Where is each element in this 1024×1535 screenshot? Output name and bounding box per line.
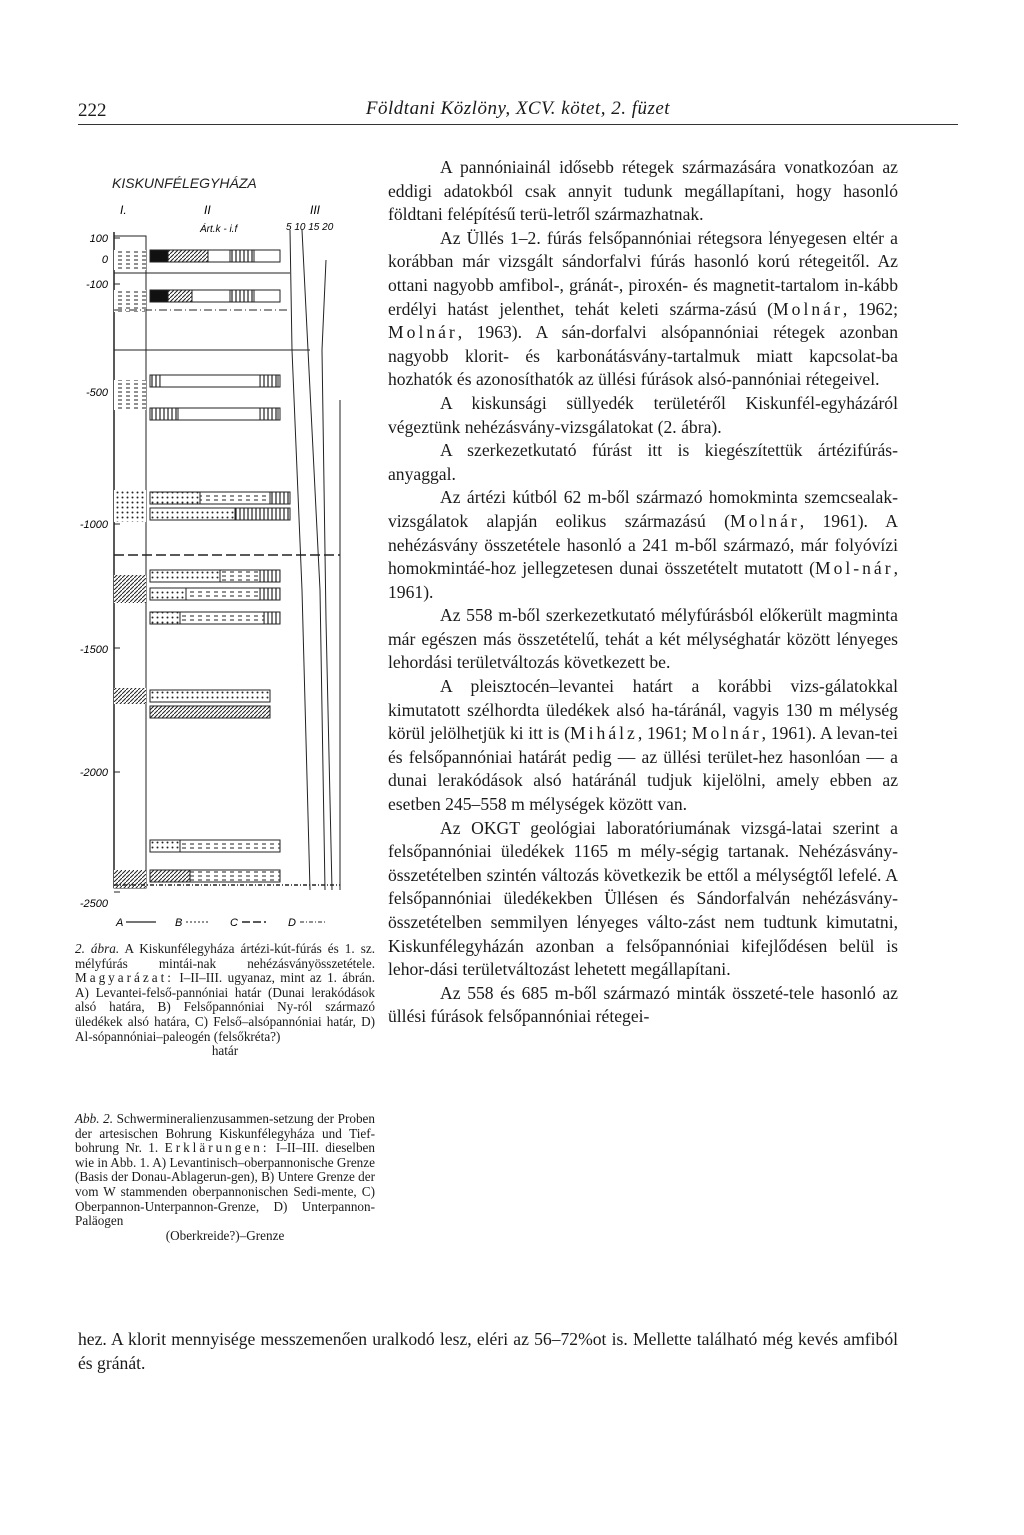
figure-caption-hungarian: [75, 942, 375, 1059]
lithology-column-1: [114, 250, 146, 888]
paragraph: A pannóniainál idősebb rétegek származására vonatkozóan az eddigi adatokból csak annyit tudunk megállapítani, hogy hasonló földtani felépítésű terü-letről származhatnak.: [388, 157, 898, 225]
caption-explanation: I–II–III. dieselben wie in Abb. 1. A) Levantinisch–oberpannonische Grenze (Basis der Donau-Ablagerun-gen), B) Untere Grenze der vom W stammenden oberpannonischen Sedi-mente, C) Oberpannon-Unterpannon-Grenze, D) Unterpannon-Paläogen: [75, 1140, 375, 1229]
heavy-mineral-bars: [150, 250, 290, 882]
legend-d: D: [288, 917, 296, 929]
running-title: Földtani Közlöny, XCV. kötet, 2. füzet: [365, 98, 671, 119]
text-run: Az ártézi kútból 62 m-ből származó homokminta szemcsealak-vizsgálatok alapján eolikus származású (: [388, 487, 898, 531]
caption-explanation-label: Erklärungen:: [164, 1140, 270, 1156]
text-run: Az Üllés 1–2. fúrás felsőpannóniai rétegsora lényegesen eltér a korábban már vizsgált sándorfalvi fúrás hasonló korú rétegeitől. Az ottani nagyobb amfibol-, gránát-, piroxén- és magnetit-tartalom in-kább erdélyi hatást jelenthet, tehát keleti szárma-zású (: [388, 227, 898, 319]
column-3-scale: 5 10 15 20: [286, 222, 334, 233]
paragraph: [388, 675, 898, 817]
caption-end: (Oberkreide?)–Grenze: [165, 1227, 285, 1243]
author-name: Molnár: [729, 510, 800, 531]
paragraph: A kiskunsági süllyedék területéről Kiskunfél-egyházáról végeztünk nehézásvány-vizsgálatokat (2. ábra).: [388, 392, 898, 437]
column-label-2: II: [204, 203, 211, 217]
paragraph: Az 558 m-ből szerkezetkutató mélyfúrásból előkerült magminta már egészen más összetételű, tehát a két mélységhatár között lényeges lehordási területváltozás következett be.: [388, 605, 898, 673]
page-header: [78, 92, 958, 126]
author-name: Molnár: [691, 723, 762, 744]
stratigraphic-boundaries: [114, 230, 340, 890]
borehole-figure: [70, 150, 370, 940]
header-rule: [78, 124, 958, 125]
figure-legend: [115, 917, 326, 929]
depth-label: -1000: [79, 519, 108, 531]
text-run: , 1962;: [842, 298, 898, 319]
page-number: 222: [78, 100, 107, 121]
author-name: Molnár: [773, 298, 843, 319]
legend-a: A: [116, 917, 124, 929]
depth-label: -100: [85, 279, 108, 291]
paragraph: Az OKGT geológiai laboratóriumának vizsgá-latai szerint a felsőpannóniai üledékek 1165 m mély-ségig tartanak. Nehézásvány-összetételben szintén változás következik be ettől a mélységtől lefelé. A felsőpannóniai üledékekben Üllésen és Sándorfalván nehézásvány-összetételben semmilyen lényeges válto-zást nem tudtunk kimutatni, Kiskunfélegyházán azonban a felsőpannóniai kifejlődésen belül is lehor-dási területváltozást lehetett megállapítani.: [388, 817, 898, 980]
caption-explanation-label: Magyarázat:: [75, 970, 174, 986]
body-text-full-width: [78, 1328, 898, 1375]
text-run: , 1961). A nehézásvány összetétele hasonló a 241 m-ből származó, már folyóvízi homokmintáé-hoz jellegzetesen dunai összetételt mutatott (: [388, 510, 899, 579]
paragraph: A szerkezetkutató fúrást itt is kiegészítettük ártézifúrás-anyaggal.: [388, 440, 898, 484]
author-name: Molnár: [388, 322, 458, 343]
depth-label: -2000: [79, 767, 108, 779]
legend-c: C: [230, 917, 238, 929]
column-2-sublabel: Árt.k - i.f: [200, 224, 238, 235]
body-text-column: [388, 156, 898, 1029]
author-name: Mihálz: [570, 723, 638, 744]
paragraph: [388, 486, 898, 604]
text-run: , 1961;: [637, 723, 692, 744]
caption-end: határ: [211, 1043, 239, 1059]
text-run: A pleisztocén–levantei határt a korábbi vizs-gálatokkal kimutatott szélhordta üledékek alsó ha-táránál, vagyis 130 m mélység körül jelölhetjük ki itt is (: [388, 676, 898, 744]
paragraph: [388, 227, 898, 392]
text-run: , 1961).: [388, 558, 898, 602]
depth-label: 100: [89, 233, 108, 245]
text-run: , 1961). A levan-tei és felsőpannóniai határát pedig — az üllési terület-hez hasonlóan — a dunai lerakódások alsó határánál tudjuk kijelölni, amely ebben az esetben 245–558 m mélységek között van.: [388, 723, 898, 815]
figure-caption-german: [75, 1112, 375, 1243]
depth-label: -1500: [79, 644, 108, 656]
column-label-3: III: [310, 203, 321, 217]
column-label-1: I.: [120, 203, 127, 217]
author-name: Mol-nár: [814, 558, 894, 579]
paragraph-continuation: hez. A klorit mennyisége messzemenően uralkodó lesz, eléri az 56–72%ot is. Mellette található még kevés amfiból és gránát.: [78, 1329, 898, 1373]
depth-label: 0: [101, 254, 108, 266]
caption-text: Schwermineralienzusammen-setzung der Proben der artesischen Bohrung Kiskunfélegyháza und Tief-bohrung Nr. 1.: [75, 1111, 376, 1156]
depth-label: -500: [85, 387, 108, 399]
paragraph: Az 558 és 685 m-ből származó minták összeté-tele hasonló az üllési fúrások felsőpannóniai rétegei-: [388, 982, 898, 1027]
caption-label: Abb. 2.: [75, 1111, 114, 1126]
figure-title: KISKUNFÉLEGYHÁZA: [112, 175, 257, 191]
depth-labels: [80, 233, 109, 910]
caption-text: A Kiskunfélegyháza ártézi-kút-fúrás és 1. sz. mélyfúrás mintái-nak nehézásványösszetétele.: [75, 941, 375, 971]
caption-explanation: I–II–III. ugyanaz, mint az 1. ábrán. A) Levantei-felső-pannóniai határ (Dunai lerakódások alsó határa, B) Felsőpannóniai Ny-ról származó üledékek alsó határa, C) Felső–alsópannóniai határ, D) Al-sópannóniai–paleogén (felsőkréta?): [75, 970, 375, 1044]
depth-label: -2500: [79, 898, 108, 910]
legend-b: B: [175, 917, 183, 929]
text-run: , 1963). A sán-dorfalvi alsópannóniai rétegek azonban nagyobb klorit- és karbonátásvány-tartalmuk miatt kapcsolat-ba hozhatók és azonosíthatók az üllési fúrások alsó-pannóniai rétegeivel.: [388, 322, 898, 390]
caption-label: 2. ábra.: [75, 941, 120, 956]
